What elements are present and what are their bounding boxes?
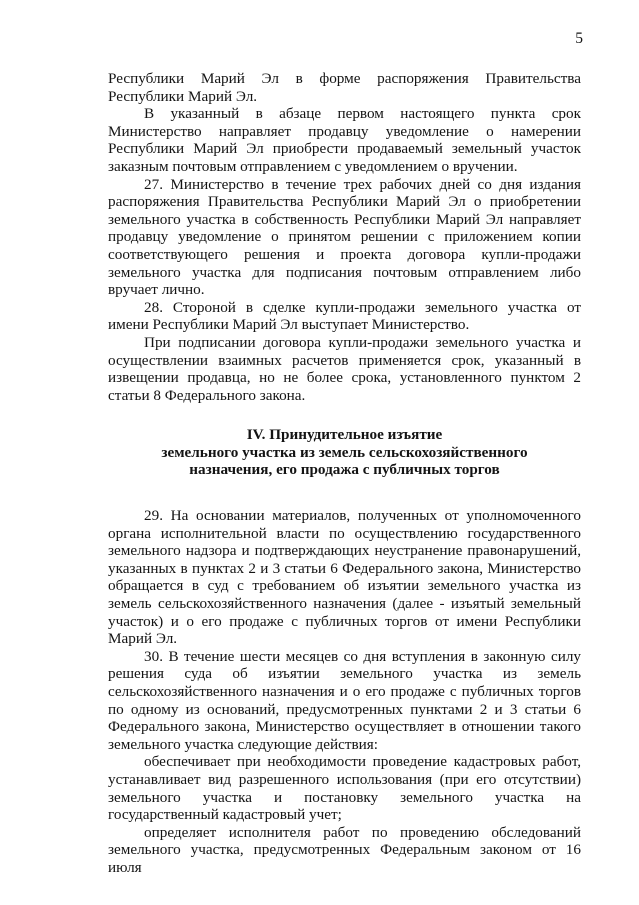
section-heading	[108, 426, 581, 479]
paragraph: При подписании договора купли-продажи земельного участка и осуществлении взаимных расчетов применяется срок, указанный в извещении продавца, но не более срока, установленного пунктом 2 статьи 8 Федерального закона.	[108, 333, 581, 404]
paragraph: обеспечивает при необходимости проведение кадастровых работ, устанавливает вид разрешенного использования (при его отсутствии) земельного участка и постановку земельного участка на государственный кадастровый учет;	[108, 753, 581, 824]
paragraph-clause-29: 29. На основании материалов, полученных от уполномоченного органа исполнительной власти по осуществлению государственного земельного надзора и подтверждающих неустранение правонарушений, указанных в пунктах 2 и 3 статьи 6 Федерального закона, Министерство обращается в суд с требованием об изъятии земельного участка из земель сельскохозяйственного назначения (далее - изъятый земельный участок) и о его продаже с публичных торгов от имени Республики Марий Эл.	[108, 507, 581, 648]
page-number: 5	[575, 30, 583, 47]
document-body	[108, 70, 581, 877]
paragraph-clause-28: 28. Стороной в сделке купли-продажи земельного участка от имени Республики Марий Эл выступает Министерство.	[108, 298, 581, 334]
paragraph: В указанный в абзаце первом настоящего пункта срок Министерство направляет продавцу уведомление о намерении Республики Марий Эл приобрести продаваемый земельный участок заказным почтовым отправлением с уведомлением о вручении.	[108, 105, 581, 175]
section-heading-line: назначения, его продажа с публичных торгов	[189, 461, 500, 479]
section-heading-line: земельного участка из земель сельскохозяйственного	[161, 443, 528, 461]
paragraph-continuation: Республики Марий Эл в форме распоряжения Правительства Республики Марий Эл.	[108, 70, 581, 105]
paragraph-clause-27: 27. Министерство в течение трех рабочих дней со дня издания распоряжения Правительства Республики Марий Эл о приобретении земельного участка в собственность Республики Марий Эл направляет продавцу уведомление о принятом решении с приложением копии соответствующего решения и проекта договора купли-продажи земельного участка для подписания почтовым отправлением либо вручает лично.	[108, 175, 581, 299]
paragraph: определяет исполнителя работ по проведению обследований земельного участка, предусмотренных Федеральным законом от 16 июля	[108, 823, 581, 876]
paragraph-clause-30: 30. В течение шести месяцев со дня вступления в законную силу решения суда об изъятии земельного участка из земель сельскохозяйственного назначения и о его продаже с публичных торгов по одному из оснований, предусмотренных пунктами 2 и 3 статьи 6 Федерального закона, Министерство осуществляет в отношении такого земельного участка следующие действия:	[108, 647, 581, 753]
section-heading-line: IV. Принудительное изъятие	[246, 426, 443, 444]
